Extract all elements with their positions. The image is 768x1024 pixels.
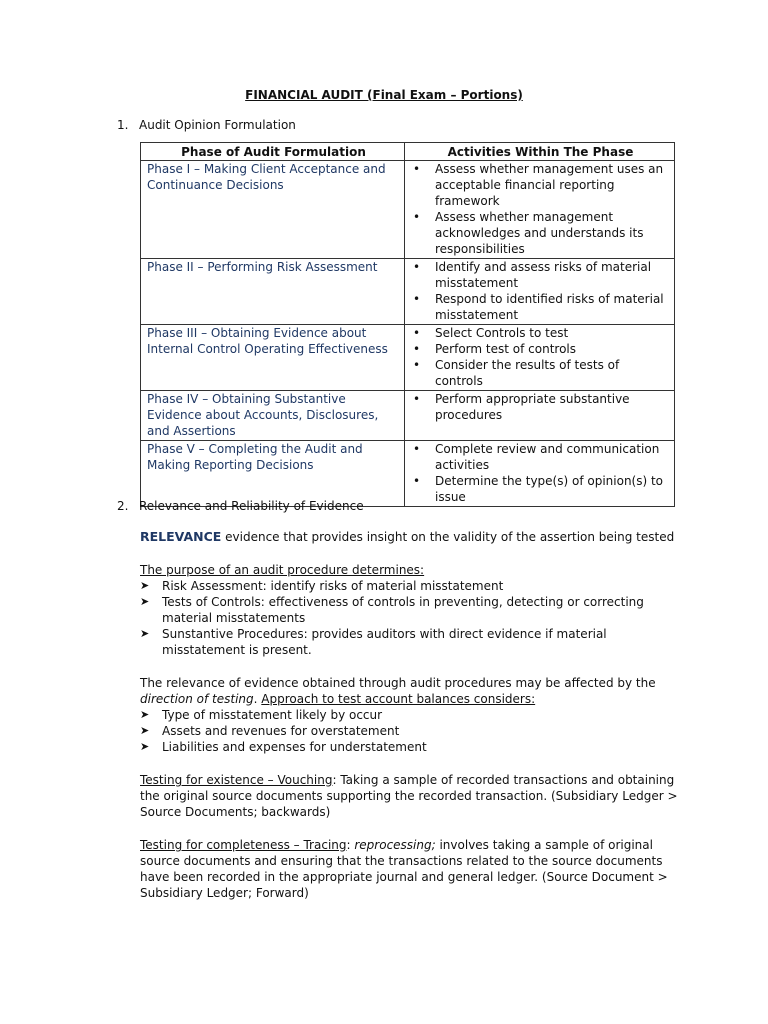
arrow-bullet-icon: ➤	[140, 595, 150, 608]
activity-item: • Consider the results of tests of controls	[412, 358, 620, 388]
direction-paragraph: The relevance of evidence obtained through audit procedures may be affected by the direction of testing. Approach to test account balances considers:	[140, 676, 656, 706]
bullet-icon: •	[412, 292, 421, 306]
arrow-bullet-icon: ➤	[140, 708, 150, 721]
list-item: ➤ Tests of Controls: effectiveness of controls in preventing, detecting or correcting material misstatements	[140, 595, 644, 625]
audit-phases-table	[140, 142, 675, 507]
phase-cell: Phase IV – Obtaining Substantive Evidence about Accounts, Disclosures, and Assertions	[141, 391, 405, 441]
section-1-title: Audit Opinion Formulation	[139, 118, 296, 132]
activity-item: • Assess whether management uses an acceptable financial reporting framework	[412, 162, 664, 208]
bullet-icon: •	[412, 326, 421, 340]
activity-item: • Assess whether management acknowledges and understands its responsibilities	[412, 210, 644, 256]
direction-term: direction of testing	[140, 692, 254, 706]
bullet-icon: •	[412, 358, 421, 372]
activity-item: • Perform appropriate substantive procedures	[412, 392, 630, 422]
activities-cell	[404, 259, 674, 325]
bullet-icon: •	[412, 260, 421, 274]
bullet-icon: •	[412, 342, 421, 356]
activity-item: • Determine the type(s) of opinion(s) to issue	[412, 474, 664, 504]
list-item: ➤ Risk Assessment: identify risks of material misstatement	[140, 579, 504, 593]
purpose-heading: The purpose of an audit procedure determines:	[140, 563, 425, 577]
list-item: ➤ Liabilities and expenses for understatement	[140, 740, 427, 754]
section-2-number: 2.	[117, 499, 129, 513]
existence-paragraph	[140, 772, 680, 820]
bullet-icon: •	[412, 210, 421, 224]
activities-cell	[404, 161, 674, 259]
activity-item: • Select Controls to test	[412, 326, 569, 340]
document-title: FINANCIAL AUDIT (Final Exam – Portions)	[245, 88, 523, 102]
direction-block	[140, 675, 680, 755]
table-row	[141, 441, 675, 507]
list-item: ➤ Type of misstatement likely by occur	[140, 708, 383, 722]
phase-cell: Phase II – Performing Risk Assessment	[141, 259, 405, 325]
list-item: ➤ Assets and revenues for overstatement	[140, 724, 400, 738]
activities-cell	[404, 325, 674, 391]
activities-cell	[404, 391, 674, 441]
col-header-phase: Phase of Audit Formulation	[141, 143, 405, 161]
section-1-number: 1.	[117, 118, 129, 132]
completeness-text: involves taking a sample of original source documents and ensuring that the transactions related to the source documents have been recorded in the appropriate journal and general ledger. (Source Document > Subsidiary Ledger; Forward)	[140, 838, 668, 900]
table-header-row	[141, 143, 675, 161]
col-header-activities: Activities Within The Phase	[404, 143, 674, 161]
completeness-term: reprocessing;	[354, 838, 436, 852]
approach-list	[140, 707, 680, 755]
approach-heading: Approach to test account balances considers:	[261, 692, 536, 706]
existence-heading: Testing for existence – Vouching	[140, 773, 333, 787]
section-1-heading	[117, 117, 296, 133]
arrow-bullet-icon: ➤	[140, 579, 150, 592]
bullet-icon: •	[412, 474, 421, 488]
bullet-icon: •	[412, 442, 421, 456]
arrow-bullet-icon: ➤	[140, 724, 150, 737]
activity-item: • Identify and assess risks of material misstatement	[412, 260, 652, 290]
activity-item: • Complete review and communication activities	[412, 442, 660, 472]
phase-cell: Phase I – Making Client Acceptance and Continuance Decisions	[141, 161, 405, 259]
table-row	[141, 391, 675, 441]
section-2-title: Relevance and Reliability of Evidence	[139, 499, 364, 513]
activity-item: • Perform test of controls	[412, 342, 576, 356]
section-2-heading	[117, 498, 364, 514]
relevance-text: evidence that provides insight on the validity of the assertion being tested	[221, 530, 675, 544]
table-row	[141, 259, 675, 325]
purpose-list	[140, 578, 680, 658]
table-row	[141, 161, 675, 259]
arrow-bullet-icon: ➤	[140, 740, 150, 753]
completeness-paragraph: Testing for completeness – Tracing: reprocessing; involves taking a sample of original source documents and ensuring that the transactions related to the source documents have been recorded in the appropriate journal and general ledger. (Source Document > Subsidiary Ledger; Forward)	[140, 838, 668, 900]
activities-cell	[404, 441, 674, 507]
completeness-heading: Testing for completeness – Tracing	[140, 838, 347, 852]
relevance-definition	[140, 529, 680, 545]
arrow-bullet-icon: ➤	[140, 627, 150, 640]
phase-cell: Phase V – Completing the Audit and Making Reporting Decisions	[141, 441, 405, 507]
bullet-icon: •	[412, 392, 421, 406]
relevance-term: RELEVANCE	[140, 529, 222, 544]
existence-text: : Taking a sample of recorded transactions and obtaining the original source documents supporting the recorded transaction. (Subsidiary Ledger > Source Documents; backwards)	[140, 773, 678, 819]
bullet-icon: •	[412, 162, 421, 176]
phase-cell: Phase III – Obtaining Evidence about Internal Control Operating Effectiveness	[141, 325, 405, 391]
table-row	[141, 325, 675, 391]
activity-item: • Respond to identified risks of material misstatement	[412, 292, 664, 322]
list-item: ➤ Sunstantive Procedures: provides auditors with direct evidence if material misstatement is present.	[140, 627, 607, 657]
purpose-block	[140, 562, 680, 658]
